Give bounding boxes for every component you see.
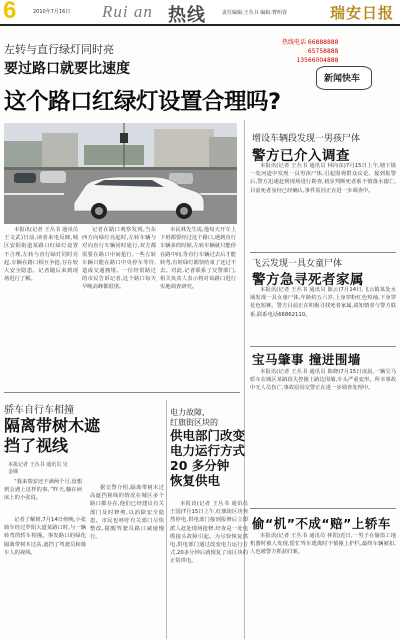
story-paragraph: 本报讯(记者 王丛书 通讯员 陈晓)7月15日凌晨,一辆宝马轿车在城区某路段失控撞上路边围墙,车头严重变形。所幸事故中无人员伤亡,事故原因交警正在进一步调查处理中。: [250, 369, 396, 392]
hotline-box: [282, 38, 338, 65]
story-body: [170, 500, 248, 639]
story-kicker: 电力故障, 红旗街区块的: [170, 408, 218, 427]
story-body: [250, 162, 396, 250]
hotline-number: 热线电话 66888888: [282, 39, 339, 46]
story-body: [4, 516, 86, 639]
section-pinyin: Rui an: [102, 2, 153, 21]
story-body: [250, 286, 396, 344]
story-paragraph: 本报讯(记者 王丛书 通讯员 王国)7月15日上午,红旗街区块突然停电,供电部门接到报修后立即派人赶赴现场抢修,经查是一处电缆接头故障引起。为尽快恢复供电,供电部门通过改变电力运行方式,20多分钟后就恢复了该区块的正常供电。: [170, 501, 248, 565]
story-headline: 隔离带树木遮挡了视线: [4, 416, 101, 455]
story-body: [250, 532, 396, 639]
story-quote: “我来瑞安还不满两个月,没想到会遇上这样的事。”昨天,躺在病床上的小张说。: [4, 479, 82, 502]
news-express-logo-text: 新闻快车: [324, 74, 361, 84]
story-divider: [250, 346, 396, 347]
story-paragraph: 记者了解到,7月14日傍晚,小张骑车经过罗阳大道某路口时,与一辆转弯的轿车相撞。事发路口的绿化隔离带树木过高,遮挡了驾驶员和骑车人的视线。: [4, 517, 86, 556]
column-divider: [166, 400, 167, 639]
page-number: 6: [3, 0, 17, 24]
lead-paragraph: 市民林先生说,他每天开车上下班都要经过这个路口,遇到直行车辆多的时候,左转车辆就只能停在路中间,等直行车辆过去后才能转弯,有时绿灯都快结束了还过不去。对此,记者联系了交警部门,相关负责人表示将对该路口进行实地调查研究。: [160, 227, 236, 291]
story-kicker: 骄车自行车相撞: [4, 405, 74, 416]
hotline-number: 13566004888: [296, 57, 339, 64]
story-headline: 警方急寻死者家属: [252, 272, 364, 288]
story-divider: [250, 252, 396, 253]
hotline-number: 65758888: [307, 48, 339, 55]
newspaper-logo: 瑞安日报: [330, 6, 395, 22]
lead-paragraph: 记者在路口观察发现,当东西方向绿灯亮起时,左转车辆与对向直行车辆同时通行,双方都需要在路口中间抢行,一些左转车辆只能在路口中央停车等待,造成交通拥堵。一位经常路过的市民告诉记者,这个路口每天早晚高峰都很堵。: [82, 227, 156, 291]
story-paragraph: 据交警介绍,隔离带树木过高遮挡视线的情况在城区多个路口都存在,他们已经建议有关部门及时修剪,以消除安全隐患。市民也呼吁有关部门尽快整改,提醒驾驶员路口减速慢行。: [90, 485, 164, 541]
story-headline: 供电部门改变 电力运行方式 20 多分钟 恢复供电: [170, 428, 246, 488]
story-quote-box: [4, 478, 82, 512]
editors-credit: 责任编辑:王丛书 编辑:曹明春: [222, 10, 287, 16]
story-divider: [250, 508, 396, 509]
story-paragraph: 本报讯(记者 王丛书 通讯员 陈云)7月14日,飞云镇某处水域发现一具女童尸体,年龄约五六岁,上身穿粉红色短袖,下身穿花色短裤。警方目前正在积极寻找死者家属,请知情者与警方联系,联系电话66862110。: [250, 287, 396, 318]
story-headline: 宝马肇事 撞进围墙: [252, 352, 361, 367]
lead-column-1: [4, 226, 78, 378]
lead-column-3: [160, 226, 236, 378]
lead-column-2: [82, 226, 156, 378]
issue-date: 2010年7月16日: [33, 9, 71, 15]
story-paragraph: 本报讯(记者 王丛书 通讯员 林阳)近日,一男子在偷盗工地机器时被人发现,慌忙驾车逃离时不慎撞上护栏,最终车辆被扣,人也被警方抓获归案。: [250, 533, 396, 556]
lead-kicker: 左转与直行绿灯同时亮: [4, 43, 114, 56]
story-headline: 警方已介入调查: [252, 148, 350, 164]
street-scene-image: [4, 123, 237, 224]
section-title: 热线: [168, 5, 206, 25]
lead-subtitle: 要过路口就要比速度: [4, 61, 130, 77]
lead-paragraph: 本报讯(记者 王丛书 通讯员 王文武)日前,读者来电反映,城区安阳街道某路口红绿灯设置不合理,左转与直行绿灯同时亮起,车辆在路口相互争抢,存在较大安全隐患。记者随后来到现场进行了解。: [4, 227, 78, 283]
story-kicker: 增设车辆段发现一男孩尸体: [252, 134, 361, 144]
lead-headline: 这个路口红绿灯设置合理吗?: [4, 89, 281, 115]
story-body: [250, 368, 396, 506]
story-body: [90, 484, 164, 639]
lead-photo: [4, 123, 237, 224]
story-paragraph: 本报讯(记者 王丛书 通讯员 林向东)7月15日上午,塘下镇一处河道中发现一具男孩尸体,引起围观群众议论。接到报警后,警方迅速赶到现场进行勘查,初步判断死者系不慎落水溺亡,目前死者身份已经确认,事件原因正在进一步调查中。: [250, 163, 396, 194]
story-headline: 偷“机”不成“赔”上轿车: [252, 516, 391, 531]
story-byline: 本报记者 王丛书 通讯员 吴金娣: [8, 462, 68, 475]
section-divider: [4, 392, 240, 393]
story-kicker: 飞云发现一具女童尸体: [252, 259, 343, 269]
